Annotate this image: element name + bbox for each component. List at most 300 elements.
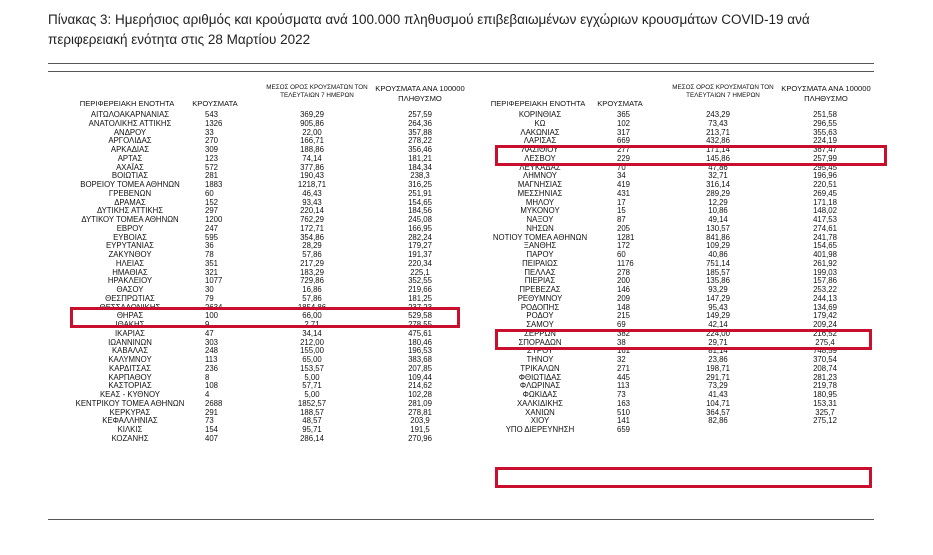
table-row: [0, 409, 933, 418]
cases-cell: 73: [617, 390, 626, 399]
region-cell: ΚΑΡΔΙΤΣΑΣ: [109, 363, 151, 373]
table-row: [0, 172, 933, 181]
cases-cell: 141: [617, 416, 631, 426]
region-cell: ΑΡΚΑΔΙΑΣ: [110, 145, 150, 154]
cases-cell: 291: [205, 407, 219, 417]
region-cell: ΤΡΙΚΑΛΩΝ: [520, 363, 560, 373]
region-cell: ΘΑΣΟΥ: [116, 285, 144, 294]
cases-cell: 9: [205, 320, 210, 329]
cases-cell: 152: [205, 197, 219, 207]
avg-cell: 432,86: [706, 136, 730, 146]
region-cell: ΗΜΑΘΙΑΣ: [112, 267, 148, 277]
rate-cell: 109,44: [408, 372, 432, 382]
rate-cell: 219,78: [813, 381, 837, 391]
region-cell: ΚΑΣΤΟΡΙΑΣ: [108, 381, 152, 391]
table-row: [0, 277, 933, 286]
top-rule-2: [48, 71, 874, 72]
table-row: [0, 242, 933, 251]
cases-cell: 382: [617, 328, 631, 338]
region-cell: ΚΕΝΤΡΙΚΟΥ ΤΟΜΕΑ ΑΘΗΝΩΝ: [75, 398, 185, 408]
region-cell: ΦΩΚΙΔΑΣ: [522, 390, 558, 399]
cases-cell: 60: [205, 188, 214, 198]
highlight-box-chanion: [495, 467, 872, 488]
cases-cell: 351: [205, 258, 219, 268]
header-rate-right: ΚΡΟΥΣΜΑΤΑ ΑΝΑ 100000 ΠΛΗΘΥΣΜΟ: [781, 84, 871, 103]
table-row: [0, 374, 933, 383]
region-cell: ΧΑΛΚΙΔΙΚΗΣ: [516, 398, 563, 408]
rate-cell: 179,27: [408, 241, 432, 251]
cases-cell: 271: [617, 363, 631, 373]
rate-cell: 180,46: [408, 337, 432, 347]
cases-cell: 248: [205, 346, 219, 356]
avg-cell: 841,86: [706, 232, 730, 242]
cases-cell: 79: [205, 293, 214, 303]
region-cell: ΙΩΑΝΝΙΝΩΝ: [108, 337, 152, 347]
avg-cell: 81,14: [708, 346, 728, 356]
cases-cell: 200: [617, 276, 631, 286]
table-row: [0, 286, 933, 295]
bottom-rule: [48, 519, 874, 520]
cases-cell: 215: [617, 311, 631, 321]
rate-cell: 181,21: [408, 153, 432, 163]
avg-cell: 95,71: [302, 425, 322, 434]
region-cell: ΝΗΣΩΝ: [526, 223, 554, 233]
cases-cell: 1077: [205, 276, 223, 286]
avg-cell: 82,86: [708, 416, 728, 426]
region-cell: ΑΝΑΤΟΛΙΚΗΣ ΑΤΤΙΚΗΣ: [88, 118, 172, 128]
avg-cell: 5,00: [304, 372, 320, 382]
rate-cell: 275,4: [815, 337, 835, 347]
region-cell: ΣΑΜΟΥ: [526, 320, 554, 329]
rate-cell: 295,45: [813, 162, 837, 172]
rate-cell: 278,81: [408, 407, 432, 417]
avg-cell: 729,86: [300, 276, 324, 286]
rate-cell: 225,1: [410, 267, 430, 277]
rate-cell: 244,13: [813, 293, 837, 303]
avg-cell: 23,86: [708, 355, 728, 364]
cases-cell: 108: [205, 381, 219, 391]
region-cell: ΠΕΙΡΑΙΩΣ: [522, 258, 558, 268]
avg-cell: 316,14: [706, 180, 730, 189]
avg-cell: 28,29: [302, 241, 322, 251]
table-row: [0, 260, 933, 269]
rate-cell: 134,69: [813, 302, 837, 312]
avg-cell: 93,43: [302, 197, 322, 207]
rate-cell: 181,25: [408, 293, 432, 303]
rate-cell: 278,55: [408, 320, 432, 329]
rate-cell: 475,61: [408, 328, 432, 338]
avg-cell: 32,71: [708, 171, 728, 181]
rate-cell: 257,59: [408, 110, 432, 119]
avg-cell: 364,57: [706, 407, 730, 417]
header-cases-right: ΚΡΟΥΣΜΑΤΑ: [597, 99, 643, 108]
table-row: [0, 251, 933, 260]
region-cell: ΙΘΑΚΗΣ: [115, 320, 145, 329]
rate-cell: 216,52: [813, 328, 837, 338]
rate-cell: 251,58: [813, 110, 837, 119]
cases-cell: 278: [617, 267, 631, 277]
header-avg-left: ΜΕΣΟΣ ΟΡΟΣ ΚΡΟΥΣΜΑΤΩΝ ΤΟΝ ΤΕΛΕΥΤΑΙΩΝ 7 ΗΜΕΡΩΝ: [266, 84, 368, 99]
cases-cell: 30: [205, 285, 214, 294]
cases-cell: 419: [617, 180, 631, 189]
table-row: [0, 225, 933, 234]
region-cell: ΔΥΤΙΚΗΣ ΑΤΤΙΚΗΣ: [96, 206, 164, 216]
region-cell: ΣΥΡΟΥ: [526, 346, 554, 356]
avg-cell: 172,71: [300, 223, 324, 233]
rate-cell: 253,22: [813, 285, 837, 294]
avg-cell: 286,14: [300, 433, 324, 443]
region-cell: ΗΛΕΙΑΣ: [115, 258, 145, 268]
rate-cell: 154,65: [813, 241, 837, 251]
cases-cell: 102: [617, 118, 631, 128]
rate-cell: 383,68: [408, 355, 432, 364]
region-cell: ΠΕΛΛΑΣ: [524, 267, 556, 277]
region-cell: ΤΗΝΟΥ: [526, 355, 554, 364]
avg-cell: 153,57: [300, 363, 324, 373]
cases-cell: 17: [617, 197, 626, 207]
cases-cell: 8: [205, 372, 210, 382]
avg-cell: 34,14: [302, 328, 322, 338]
rate-cell: 157,86: [813, 276, 837, 286]
region-cell: ΞΑΝΘΗΣ: [523, 241, 557, 251]
cases-cell: 70: [617, 162, 626, 172]
avg-cell: 49,14: [708, 215, 728, 224]
cases-cell: 38: [617, 337, 626, 347]
cases-cell: 47: [205, 328, 214, 338]
avg-cell: 135,86: [706, 276, 730, 286]
region-cell: ΛΑΡΙΣΑΣ: [523, 136, 557, 146]
avg-cell: 130,57: [706, 223, 730, 233]
avg-cell: 289,29: [706, 188, 730, 198]
table-row: [0, 120, 933, 129]
region-cell: ΘΕΣΣΑΛΟΝΙΚΗΣ: [99, 302, 161, 312]
avg-cell: 10,86: [708, 206, 728, 216]
rate-cell: 748,59: [813, 346, 837, 356]
rate-cell: 154,65: [408, 197, 432, 207]
region-cell: ΑΙΤΩΛΟΑΚΑΡΝΑΝΙΑΣ: [90, 110, 170, 119]
region-cell: ΚΑΡΠΑΘΟΥ: [108, 372, 152, 382]
rate-cell: 417,53: [813, 215, 837, 224]
cases-cell: 510: [617, 407, 631, 417]
region-cell: ΚΑΒΑΛΑΣ: [111, 346, 149, 356]
avg-cell: 762,29: [300, 215, 324, 224]
cases-cell: 659: [617, 425, 631, 434]
cases-cell: 2688: [205, 398, 223, 408]
avg-cell: 145,86: [706, 153, 730, 163]
cases-cell: 78: [205, 250, 214, 259]
avg-cell: 224,00: [706, 328, 730, 338]
region-cell: ΜΥΚΟΝΟΥ: [520, 206, 560, 216]
region-cell: ΡΕΘΥΜΝΟΥ: [517, 293, 563, 303]
rate-cell: 316,25: [408, 180, 432, 189]
avg-cell: 57,86: [302, 250, 322, 259]
rate-cell: 296,55: [813, 118, 837, 128]
avg-cell: 73,43: [708, 118, 728, 128]
rate-cell: 237,23: [408, 302, 432, 312]
rate-cell: 179,42: [813, 311, 837, 321]
avg-cell: 171,14: [706, 145, 730, 154]
cases-cell: 277: [617, 145, 631, 154]
cases-cell: 148: [617, 302, 631, 312]
highlight-box-irakleiou: [70, 307, 460, 328]
region-cell: ΑΡΤΑΣ: [117, 153, 143, 163]
region-cell: ΘΗΡΑΣ: [116, 311, 144, 321]
region-cell: ΗΡΑΚΛΕΙΟΥ: [107, 276, 153, 286]
avg-cell: 188,57: [300, 407, 324, 417]
cases-cell: 163: [617, 398, 631, 408]
cases-cell: 2634: [205, 302, 223, 312]
rate-cell: 220,51: [813, 180, 837, 189]
cases-cell: 365: [617, 110, 631, 119]
cases-cell: 297: [205, 206, 219, 216]
rate-cell: 207,85: [408, 363, 432, 373]
rate-cell: 270,96: [408, 433, 432, 443]
cases-cell: 317: [617, 127, 631, 137]
table-row: [0, 216, 933, 225]
cases-cell: 73: [205, 416, 214, 426]
table-row: [0, 400, 933, 409]
region-cell: ΚΕΡΚΥΡΑΣ: [109, 407, 151, 417]
cases-cell: 87: [617, 215, 626, 224]
region-cell: ΕΥΡΥΤΑΝΙΑΣ: [105, 241, 154, 251]
cases-cell: 543: [205, 110, 219, 119]
avg-cell: 243,29: [706, 110, 730, 119]
region-cell: ΝΟΤΙΟΥ ΤΟΜΕΑ ΑΘΗΝΩΝ: [492, 232, 588, 242]
cases-cell: 270: [205, 136, 219, 146]
avg-cell: 377,86: [300, 162, 324, 172]
cases-cell: 4: [205, 390, 210, 399]
table-row: [0, 129, 933, 138]
avg-cell: 220,14: [300, 206, 324, 216]
avg-cell: 40,86: [708, 250, 728, 259]
cases-cell: 247: [205, 223, 219, 233]
region-cell: ΘΕΣΠΡΩΤΙΑΣ: [105, 293, 155, 303]
region-cell: ΚΟΖΑΝΗΣ: [111, 433, 149, 443]
rate-cell: 219,66: [408, 285, 432, 294]
rate-cell: 199,03: [813, 267, 837, 277]
rate-cell: 196,53: [408, 346, 432, 356]
region-cell: ΛΑΣΙΘΙΟΥ: [521, 145, 559, 154]
cases-cell: 146: [617, 285, 631, 294]
region-cell: ΑΡΓΟΛΙΔΑΣ: [108, 136, 152, 146]
cases-cell: 321: [205, 267, 219, 277]
region-cell: ΠΑΡΟΥ: [526, 250, 554, 259]
avg-cell: 57,86: [302, 293, 322, 303]
rate-cell: 245,08: [408, 215, 432, 224]
table-row: [0, 181, 933, 190]
rate-cell: 261,92: [813, 258, 837, 268]
table-row: [0, 356, 933, 365]
avg-cell: 188,86: [300, 145, 324, 154]
rate-cell: 367,47: [813, 145, 837, 154]
cases-cell: 309: [205, 145, 219, 154]
region-cell: ΝΑΞΟΥ: [526, 215, 554, 224]
avg-cell: 213,71: [706, 127, 730, 137]
rate-cell: 191,5: [410, 425, 430, 434]
avg-cell: 5,00: [304, 390, 320, 399]
rate-cell: 257,99: [813, 153, 837, 163]
rate-cell: 281,23: [813, 372, 837, 382]
rate-cell: 264,36: [408, 118, 432, 128]
rate-cell: 355,63: [813, 127, 837, 137]
rate-cell: 238,3: [410, 171, 430, 181]
rate-cell: 153,31: [813, 398, 837, 408]
avg-cell: 41,43: [708, 390, 728, 399]
region-cell: ΑΝΔΡΟΥ: [113, 127, 147, 137]
rate-cell: 278,22: [408, 136, 432, 146]
cases-cell: 1883: [205, 180, 223, 189]
rate-cell: 166,95: [408, 223, 432, 233]
region-cell: ΜΗΛΟΥ: [525, 197, 555, 207]
region-cell: ΡΟΔΟΥ: [526, 311, 554, 321]
cases-cell: 431: [617, 188, 631, 198]
region-cell: ΛΑΚΩΝΙΑΣ: [520, 127, 560, 137]
region-cell: ΓΡΕΒΕΝΩΝ: [108, 188, 152, 198]
header-rate-left: ΚΡΟΥΣΜΑΤΑ ΑΝΑ 100000 ΠΛΗΘΥΣΜΟ: [375, 84, 465, 103]
cases-cell: 1176: [617, 258, 634, 268]
cases-cell: 1326: [205, 118, 223, 128]
avg-cell: 22,00: [302, 127, 322, 137]
table-row: [0, 295, 933, 304]
rate-cell: 180,95: [813, 390, 837, 399]
region-cell: ΜΕΣΣΗΝΙΑΣ: [517, 188, 563, 198]
cases-cell: 1281: [617, 232, 635, 242]
region-cell: ΒΟΙΩΤΙΑΣ: [111, 171, 149, 181]
region-cell: ΑΧΑΪΑΣ: [116, 162, 144, 172]
cases-cell: 669: [617, 136, 631, 146]
avg-cell: 198,71: [706, 363, 730, 373]
cases-cell: 113: [617, 381, 630, 391]
cases-cell: 69: [617, 320, 626, 329]
rate-cell: 401,98: [813, 250, 837, 259]
avg-cell: 46,43: [302, 188, 322, 198]
avg-cell: 65,00: [302, 355, 322, 364]
cases-cell: 303: [205, 337, 219, 347]
avg-cell: 1854,86: [297, 302, 327, 312]
avg-cell: 48,57: [302, 416, 322, 426]
rate-cell: 184,56: [408, 206, 432, 216]
rate-cell: 529,58: [408, 311, 432, 321]
region-cell: ΠΙΕΡΙΑΣ: [524, 276, 556, 286]
cases-cell: 172: [617, 241, 631, 251]
avg-cell: 212,00: [300, 337, 324, 347]
table-row: [0, 426, 933, 435]
region-cell: ΣΕΡΡΩΝ: [524, 328, 556, 338]
cases-cell: 236: [205, 363, 219, 373]
avg-cell: 166,71: [300, 136, 324, 146]
avg-cell: 155,00: [300, 346, 324, 356]
avg-cell: 190,43: [300, 171, 324, 181]
region-cell: ΚΙΛΚΙΣ: [117, 425, 143, 434]
rate-cell: 251,91: [408, 188, 432, 198]
region-cell: ΛΕΥΚΑΔΑΣ: [519, 162, 561, 172]
avg-cell: 369,29: [300, 110, 324, 119]
table-row: [0, 382, 933, 391]
cases-cell: 445: [617, 372, 631, 382]
region-cell: ΡΟΔΟΠΗΣ: [520, 302, 560, 312]
region-cell: ΚΟΡΙΝΘΙΑΣ: [518, 110, 562, 119]
rate-cell: 370,54: [813, 355, 837, 364]
region-cell: ΚΩ: [534, 118, 546, 128]
region-cell: ΕΒΡΟΥ: [116, 223, 144, 233]
region-cell: ΔΥΤΙΚΟΥ ΤΟΜΕΑ ΑΘΗΝΩΝ: [81, 215, 179, 224]
avg-cell: 1218,71: [297, 180, 327, 189]
avg-cell: 57,71: [302, 381, 322, 391]
rate-cell: 281,09: [408, 398, 432, 408]
table-row: [0, 111, 933, 120]
rate-cell: 274,61: [813, 223, 837, 233]
avg-cell: 74,14: [302, 153, 322, 163]
rate-cell: 352,55: [408, 276, 432, 286]
table-row: [0, 269, 933, 278]
cases-cell: 407: [205, 433, 219, 443]
cases-cell: 209: [617, 293, 631, 303]
cases-cell: 123: [205, 153, 219, 163]
cases-cell: 205: [617, 223, 631, 233]
header-region-left: ΠΕΡΙΦΕΡΕΙΑΚΗ ΕΝΟΤΗΤΑ: [79, 99, 175, 108]
avg-cell: 147,29: [706, 293, 730, 303]
cases-cell: 32: [617, 355, 626, 364]
region-cell: ΥΠΟ ΔΙΕΡΕΥΝΗΣΗ: [505, 425, 575, 434]
region-cell: ΧΑΝΙΩΝ: [525, 407, 555, 417]
avg-cell: 217,29: [300, 258, 324, 268]
rate-cell: 209,24: [813, 320, 837, 329]
avg-cell: 905,86: [300, 118, 324, 128]
rate-cell: 275,12: [813, 416, 837, 426]
avg-cell: 354,86: [300, 232, 324, 242]
avg-cell: 12,29: [708, 197, 728, 207]
rate-cell: 357,88: [408, 127, 432, 137]
region-cell: ΜΑΓΝΗΣΙΑΣ: [517, 180, 563, 189]
cases-cell: 154: [205, 425, 219, 434]
region-cell: ΛΕΣΒΟΥ: [524, 153, 556, 163]
region-cell: ΚΕΑΣ - ΚΥΘΝΟΥ: [99, 390, 161, 399]
region-cell: ΔΡΑΜΑΣ: [114, 197, 146, 207]
avg-cell: 109,29: [706, 241, 730, 251]
cases-cell: 34: [617, 171, 626, 181]
cases-cell: 1200: [205, 215, 223, 224]
top-rule: [48, 63, 874, 64]
avg-cell: 183,29: [300, 267, 324, 277]
table-row: [0, 234, 933, 243]
cases-cell: 100: [205, 311, 219, 321]
region-cell: ΦΛΩΡΙΝΑΣ: [519, 381, 561, 391]
region-cell: ΚΕΦΑΛΛΗΝΙΑΣ: [102, 416, 158, 426]
rate-cell: 241,78: [813, 232, 837, 242]
cases-cell: 15: [617, 206, 626, 216]
avg-cell: 29,71: [708, 337, 728, 347]
cases-cell: 33: [205, 127, 214, 137]
table-row: [0, 190, 933, 199]
rate-cell: 208,74: [813, 363, 837, 373]
cases-cell: 229: [617, 153, 631, 163]
table-row: [0, 207, 933, 216]
avg-cell: 42,14: [708, 320, 728, 329]
table-row: [0, 435, 470, 444]
rate-cell: 282,24: [408, 232, 432, 242]
region-cell: ΕΥΒΟΙΑΣ: [113, 232, 147, 242]
region-cell: ΦΘΙΩΤΙΔΑΣ: [518, 372, 562, 382]
rate-cell: 356,46: [408, 145, 432, 154]
rate-cell: 191,37: [408, 250, 432, 259]
cases-cell: 161: [617, 346, 631, 356]
table-row: [0, 391, 933, 400]
avg-cell: 2,71: [304, 320, 320, 329]
cases-cell: 113: [205, 355, 218, 364]
table-row: [0, 199, 933, 208]
highlight-box-rethymnou: [495, 329, 872, 350]
rate-cell: 325,7: [815, 407, 835, 417]
